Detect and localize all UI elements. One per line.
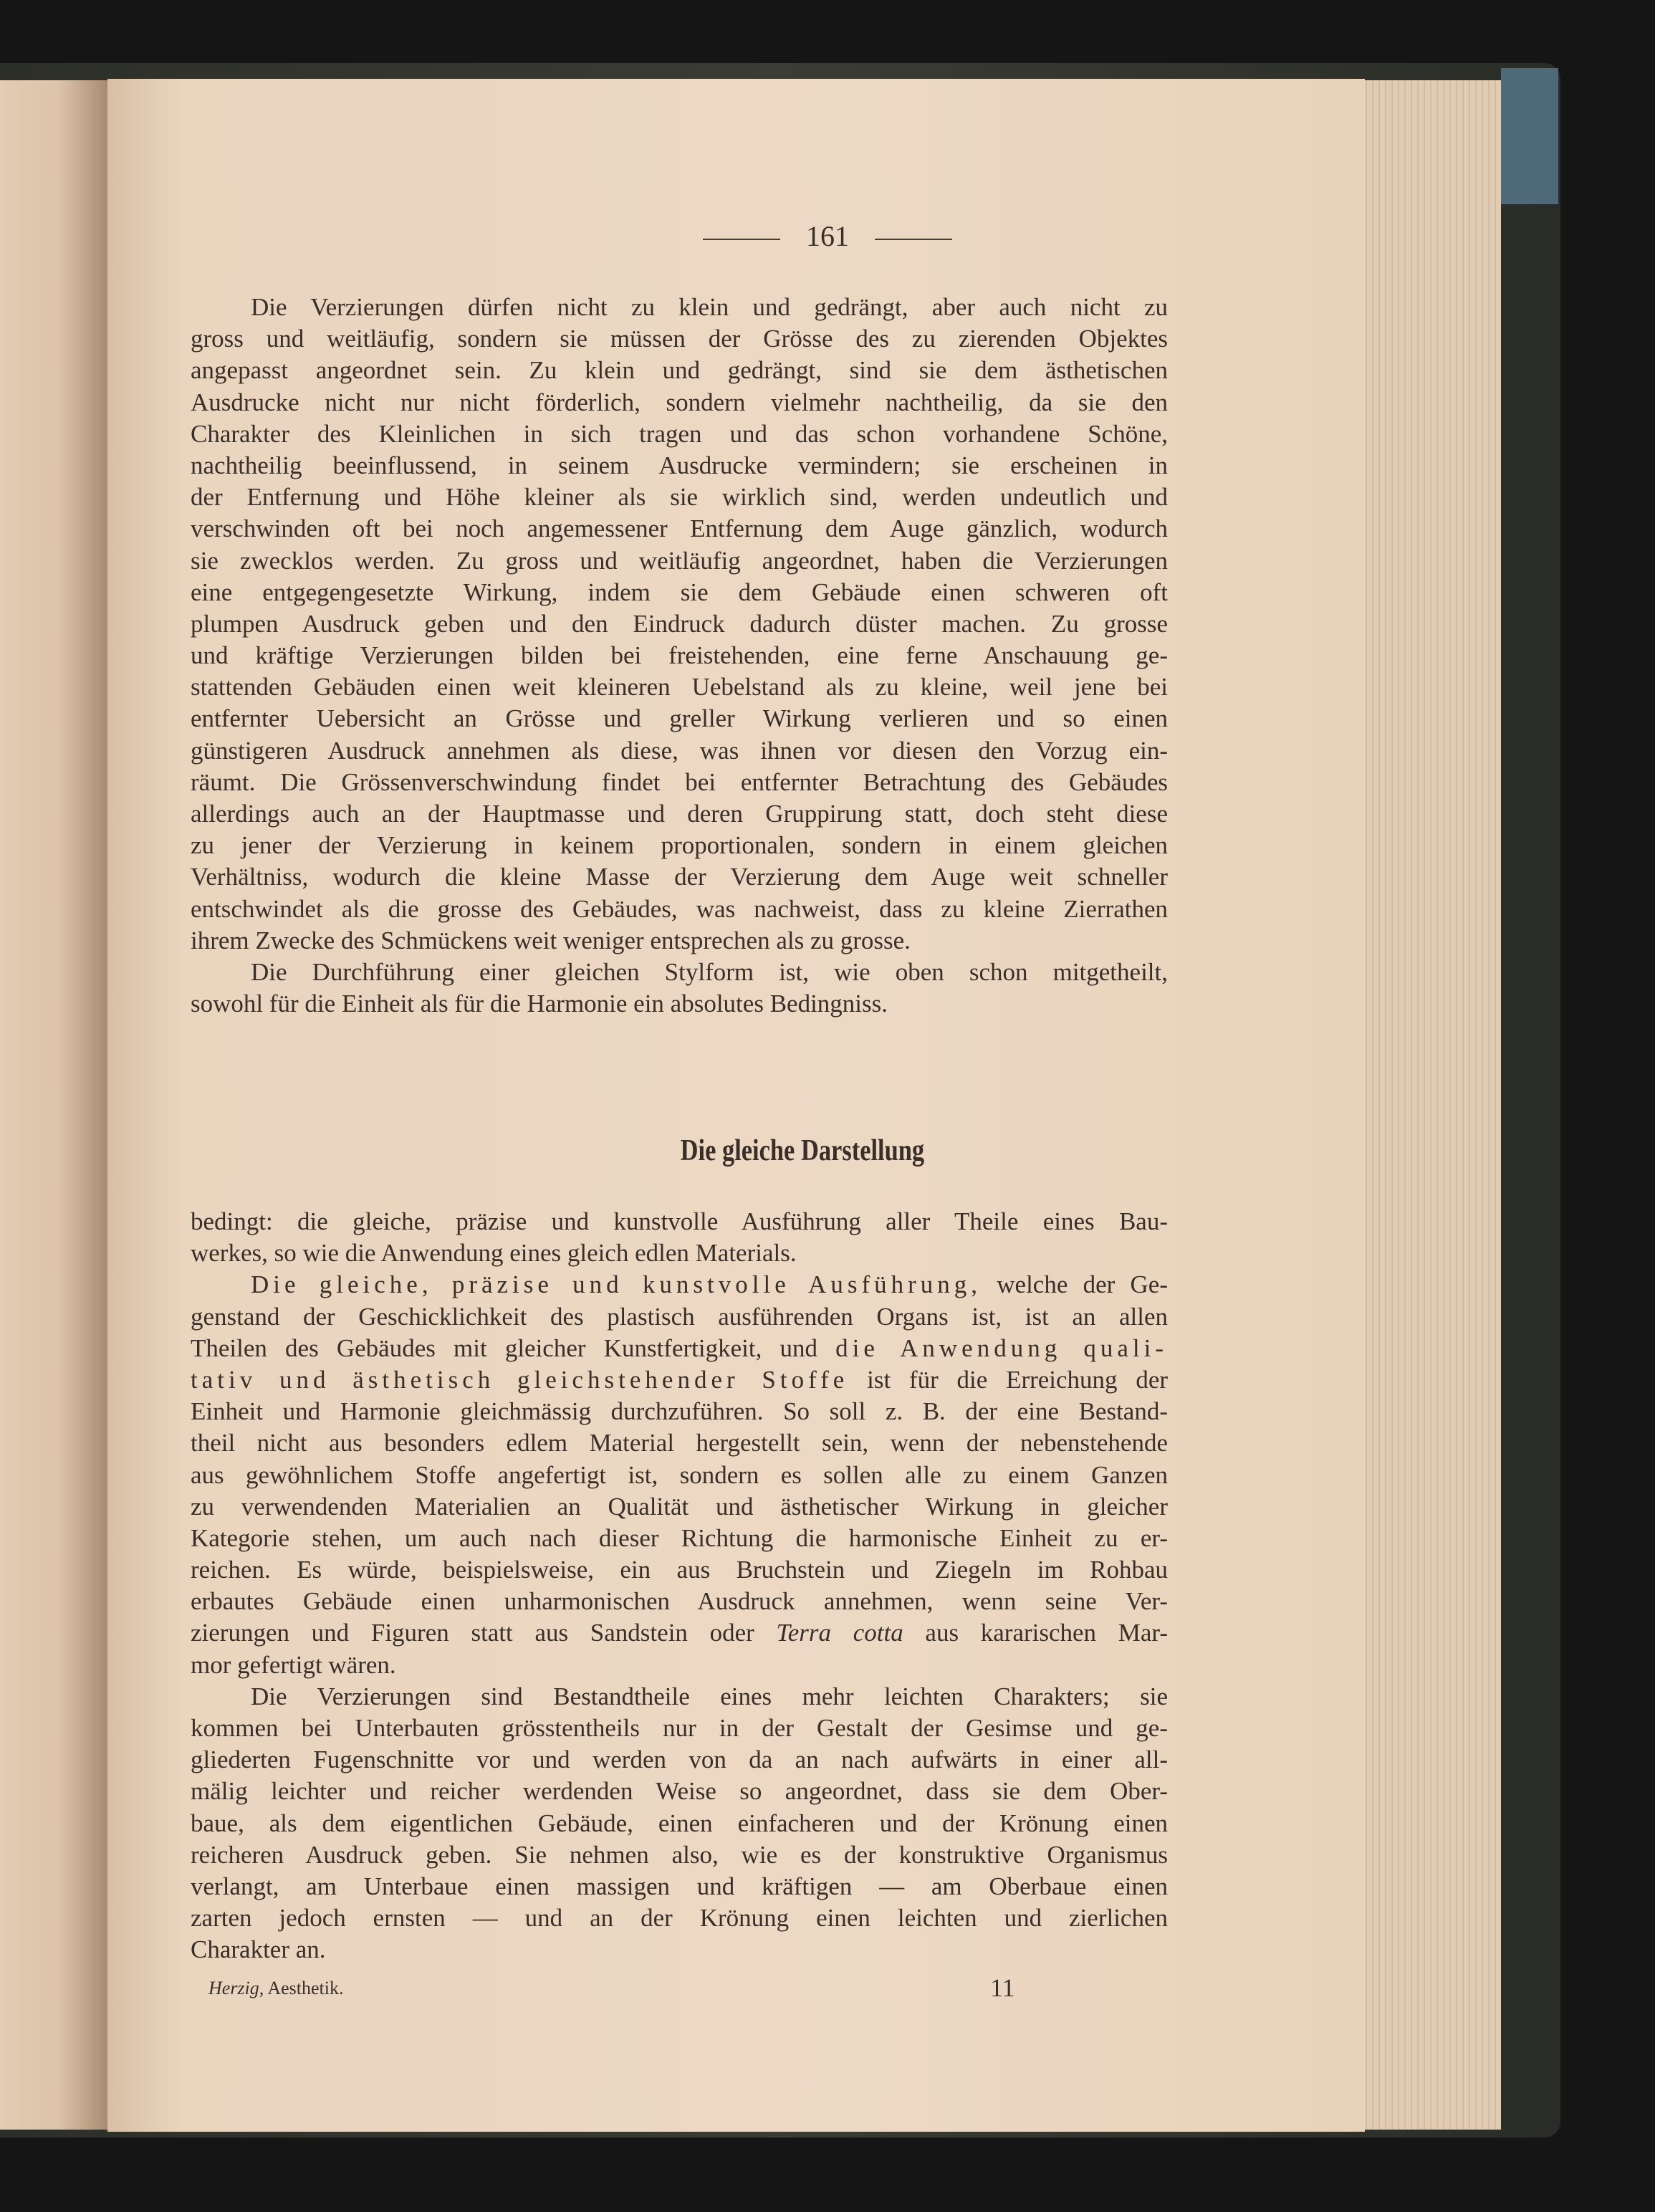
text-run: Theilen des Gebäudes mit gleicher Kunstfertigkeit, und <box>191 1334 836 1362</box>
text-line <box>191 1237 1168 1269</box>
facing-page-edge <box>0 80 107 2130</box>
footer-sheet-number: 11 <box>990 1973 1015 2002</box>
text-run: Charakter des Kleinlichen in sich tragen und das schon vorhandene Schöne, <box>191 419 1168 448</box>
text-line <box>191 925 1168 957</box>
text-line <box>191 703 1168 734</box>
text-run: sie zwecklos werden. Zu gross und weitläufig angeordnet, haben die Verzierungen <box>191 546 1168 575</box>
page-number-rule-right <box>875 239 952 240</box>
page-stack-edge <box>1361 80 1501 2130</box>
text-line <box>191 1586 1168 1617</box>
italic-text: Terra cotta <box>776 1619 903 1647</box>
text-run: allerdings auch an der Hauptmasse und deren Gruppirung statt, doch steht diese <box>191 800 1168 828</box>
text-run: ihrem Zwecke des Schmückens weit weniger entsprechen als zu grosse. <box>191 926 911 954</box>
text-line <box>191 1744 1168 1776</box>
text-line <box>191 735 1168 767</box>
text-line <box>191 1934 1168 1966</box>
text-line <box>191 671 1168 703</box>
text-run: sowohl für die Einheit als für die Harmonie ein absolutes Bedingniss. <box>191 990 888 1018</box>
text-run: plumpen Ausdruck geben und den Eindruck dadurch düster machen. Zu grosse <box>191 609 1168 638</box>
text-run: reicheren Ausdruck geben. Sie nehmen also, wie es der konstruktive Organismus <box>191 1840 1168 1869</box>
text-line <box>191 1681 1168 1713</box>
text-line <box>191 1301 1168 1333</box>
text-run: verschwinden oft bei noch angemessener Entfernung dem Auge gänzlich, wodurch <box>191 514 1168 543</box>
text-run: erbautes Gebäude einen unharmonischen Ausdruck annehmen, wenn seine Ver- <box>191 1587 1168 1616</box>
text-line <box>191 513 1168 545</box>
text-line <box>191 830 1168 861</box>
text-run: Die Verzierungen sind Bestandtheile eines mehr leichten Charakters; sie <box>251 1682 1168 1710</box>
text-run: Charakter an. <box>191 1935 326 1964</box>
text-line <box>191 1902 1168 1934</box>
text-line <box>191 1206 1168 1237</box>
text-line <box>191 1269 1168 1301</box>
text-run: genstand der Geschicklichkeit des plastisch ausführenden Organs ist, ist an allen <box>191 1302 1168 1331</box>
text-run: zierungen und Figuren statt aus Sandstein oder <box>191 1619 777 1647</box>
text-run: theil nicht aus besonders edlem Material hergestellt sein, wenn der nebenstehende <box>191 1429 1168 1457</box>
text-line <box>191 482 1168 513</box>
page-number-text: 161 <box>806 220 849 252</box>
text-line <box>191 292 1168 323</box>
text-line <box>191 767 1168 798</box>
text-line <box>191 1364 1168 1396</box>
text-line <box>191 1776 1168 1807</box>
text-line <box>191 1871 1168 1902</box>
text-run: nachtheilig beeinflussend, in seinem Ausdrucke vermindern; sie erscheinen in <box>191 451 1168 479</box>
text-line <box>191 355 1168 386</box>
text-line <box>191 1491 1168 1523</box>
text-line <box>191 988 1168 1020</box>
text-run: werkes, so wie die Anwendung eines gleich edlen Materials. <box>191 1239 797 1268</box>
text-run: gliederten Fugenschnitte vor und werden von da an nach aufwärts in einer all- <box>191 1746 1168 1774</box>
text-run: aus kararischen Mar- <box>903 1619 1169 1647</box>
text-line <box>191 608 1168 640</box>
text-run: bedingt: die gleiche, präzise und kunstvolle Ausführung aller Theile eines Bau- <box>191 1207 1168 1235</box>
text-run: gross und weitläufig, sondern sie müssen der Grösse des zu zierenden Objektes <box>191 325 1168 353</box>
text-line <box>191 387 1168 418</box>
text-run: Die Durchführung einer gleichen Stylform ist, wie oben schon mitgetheilt, <box>251 957 1168 986</box>
cover-corner-cloth <box>1501 68 1558 204</box>
emphasized-text: tativ und ästhetisch gleichstehender Stoffe <box>191 1365 849 1394</box>
text-line <box>191 577 1168 608</box>
text-line <box>191 545 1168 577</box>
text-line <box>191 1617 1168 1649</box>
text-line <box>191 418 1168 450</box>
text-run: welche der Ge- <box>982 1270 1169 1299</box>
body-text-section-1 <box>191 292 1168 1020</box>
page-number <box>0 219 1655 253</box>
text-run: Verhältniss, wodurch die kleine Masse der Verzierung dem Auge weit schneller <box>191 863 1168 891</box>
text-run: verlangt, am Unterbaue einen massigen und kräftigen — am Oberbaue einen <box>191 1872 1168 1900</box>
text-line <box>191 1713 1168 1744</box>
text-run: ist für die Erreichung der <box>848 1365 1169 1394</box>
text-line <box>191 1554 1168 1586</box>
section-heading: Die gleiche Darstellung <box>680 1134 925 1167</box>
text-line <box>191 1460 1168 1491</box>
text-run: eine entgegengesetzte Wirkung, indem sie dem Gebäude einen schweren oft <box>191 578 1168 606</box>
text-line <box>191 861 1168 893</box>
emphasized-text: Die gleiche, präzise und kunstvolle Ausführung, <box>251 1270 982 1299</box>
text-run: mälig leichter und reicher werdenden Weise so angeordnet, dass sie dem Ober- <box>191 1777 1168 1806</box>
text-line <box>191 323 1168 355</box>
footer-author: Herzig, <box>208 1978 264 1998</box>
text-run: reichen. Es würde, beispielsweise, ein aus Bruchstein und Ziegeln im Rohbau <box>191 1556 1168 1584</box>
body-text-section-2 <box>191 1206 1168 1966</box>
text-line <box>191 1333 1168 1364</box>
text-line <box>191 957 1168 988</box>
text-run: und kräftige Verzierungen bilden bei freistehenden, eine ferne Anschauung ge- <box>191 641 1168 670</box>
text-line <box>191 1808 1168 1839</box>
text-run: zu jener der Verzierung in keinem proportionalen, sondern in einem gleichen <box>191 831 1168 860</box>
text-line <box>191 894 1168 925</box>
text-line <box>191 1650 1168 1681</box>
text-line <box>191 798 1168 830</box>
text-line <box>191 1396 1168 1427</box>
text-run: aus gewöhnlichem Stoffe angefertigt ist, sondern es sollen alle zu einem Ganzen <box>191 1460 1168 1489</box>
text-run: angepasst angeordnet sein. Zu klein und gedrängt, sind sie dem ästhetischen <box>191 356 1168 385</box>
emphasized-text: die Anwendung quali- <box>835 1334 1168 1362</box>
footer-title: Aesthetik. <box>267 1978 344 1998</box>
text-line <box>191 640 1168 671</box>
page-number-rule-left <box>703 239 780 240</box>
footer-book-signature <box>208 1978 344 1999</box>
text-line <box>191 450 1168 482</box>
text-run: entschwindet als die grosse des Gebäudes, was nachweist, dass zu kleine Zierrathen <box>191 894 1168 923</box>
text-run: Einheit und Harmonie gleichmässig durchzuführen. So soll z. B. der eine Bestand- <box>191 1397 1168 1426</box>
text-run: Die Verzierungen dürfen nicht zu klein und gedrängt, aber auch nicht zu <box>251 293 1168 321</box>
text-run: entfernter Uebersicht an Grösse und greller Wirkung verlieren und so einen <box>191 704 1168 733</box>
text-line <box>191 1427 1168 1459</box>
text-line <box>191 1839 1168 1871</box>
text-line <box>191 1523 1168 1554</box>
text-run: kommen bei Unterbauten grösstentheils nur in der Gestalt der Gesimse und ge- <box>191 1714 1168 1742</box>
text-run: günstigeren Ausdruck annehmen als diese, was ihnen vor diesen den Vorzug ein- <box>191 736 1168 765</box>
text-run: zu verwendenden Materialien an Qualität und ästhetischer Wirkung in gleicher <box>191 1492 1168 1521</box>
text-run: stattenden Gebäuden einen weit kleineren Uebelstand als zu kleine, weil jene bei <box>191 673 1168 702</box>
text-run: zarten jedoch ernsten — und an der Krönung einen leichten und zierlichen <box>191 1904 1168 1933</box>
text-run: Kategorie stehen, um auch nach dieser Richtung die harmonische Einheit zu er- <box>191 1523 1168 1552</box>
text-run: mor gefertigt wären. <box>191 1650 396 1679</box>
text-run: räumt. Die Grössenverschwindung findet bei entfernter Betrachtung des Gebäudes <box>191 767 1168 796</box>
text-run: Ausdrucke nicht nur nicht förderlich, sondern vielmehr nachtheilig, da sie den <box>191 388 1168 416</box>
text-run: baue, als dem eigentlichen Gebäude, einen einfacheren und der Krönung einen <box>191 1809 1168 1837</box>
text-run: der Entfernung und Höhe kleiner als sie wirklich sind, werden undeutlich und <box>191 483 1168 512</box>
